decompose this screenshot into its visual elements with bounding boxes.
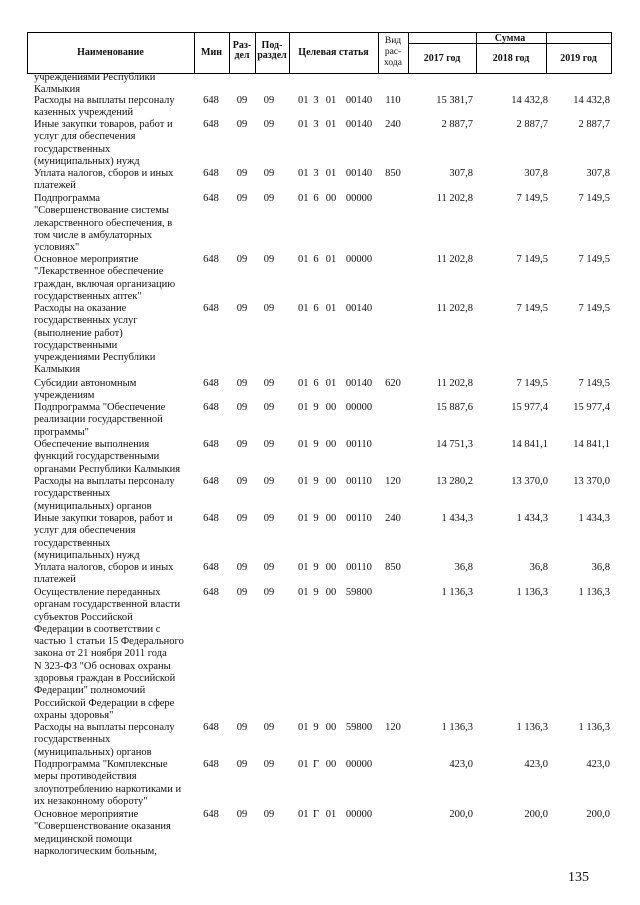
row-name-line: программы" xyxy=(34,426,89,438)
header-2018: 2018 год xyxy=(492,53,530,64)
row-name-line: (муниципальных) нужд xyxy=(34,549,140,561)
row-sum-2019: 1 136,3 xyxy=(578,587,610,598)
row-name-line: услуг для обеспечения xyxy=(34,131,136,143)
row-razdel: 09 xyxy=(236,254,248,265)
row-min: 648 xyxy=(203,254,219,265)
row-name-line: Расходы на выплаты персоналу xyxy=(34,476,175,487)
row-name-line: (муниципальных) органов xyxy=(34,500,152,512)
row-name-line: (муниципальных) органов xyxy=(34,746,152,758)
row-min: 648 xyxy=(203,722,219,733)
row-name-line: Калмыкия xyxy=(34,364,81,376)
row-name-line: органами Республики Калмыкия xyxy=(34,463,181,475)
row-target-part: 01 xyxy=(298,119,309,130)
row-name-line: охраны здоровья" xyxy=(34,709,114,721)
row-target-part: 9 xyxy=(313,587,319,598)
row-target-part: 01 xyxy=(325,95,337,106)
row-name xyxy=(34,476,192,513)
row-sum-2017: 423,0 xyxy=(449,759,473,770)
row-name-line: субъектов Российской xyxy=(34,611,133,623)
row-target-part: 01 xyxy=(298,562,309,573)
row-name xyxy=(34,303,192,377)
row-sum-2018: 15 977,4 xyxy=(511,402,548,413)
row-target-part: 6 xyxy=(313,378,319,389)
row-name xyxy=(34,759,192,808)
row-name-line: органам государственной власти xyxy=(34,599,181,611)
row-target-part: 01 xyxy=(298,809,309,820)
row-razdel: 09 xyxy=(236,587,248,598)
row-min: 648 xyxy=(203,378,219,389)
row-sum-2017: 1 136,3 xyxy=(441,587,473,598)
row-podrazdel: 09 xyxy=(263,439,275,450)
row-target-part: 9 xyxy=(313,722,319,733)
row-sum-2018: 7 149,5 xyxy=(516,303,548,314)
row-razdel: 09 xyxy=(236,303,248,314)
row-podrazdel: 09 xyxy=(263,378,275,389)
row-razdel: 09 xyxy=(236,119,248,130)
row-name-line: здоровья граждан в Российской xyxy=(34,673,176,685)
row-target-part: 00110 xyxy=(346,476,372,487)
row-target-part: 9 xyxy=(313,513,319,524)
header-name: Наименование xyxy=(77,47,144,58)
row-sum-2019: 7 149,5 xyxy=(578,193,610,204)
row-name xyxy=(34,587,192,722)
row-sum-2019: 14 432,8 xyxy=(573,95,610,106)
row-name xyxy=(34,168,192,193)
row-razdel: 09 xyxy=(236,378,248,389)
row-name-line: казенных учреждений xyxy=(34,107,134,119)
row-sum-2017: 2 887,7 xyxy=(441,119,473,130)
row-min: 648 xyxy=(203,809,219,820)
row-name-line: Обеспечение выполнения xyxy=(34,439,150,450)
row-podrazdel: 09 xyxy=(263,119,275,130)
row-sum-2018: 1 136,3 xyxy=(516,722,548,733)
row-razdel: 09 xyxy=(236,439,248,450)
row-target-part: 6 xyxy=(313,254,319,265)
row-target-part: 00 xyxy=(325,513,337,524)
row-target-part: 3 xyxy=(313,95,319,106)
row-sum-2019: 1 434,3 xyxy=(578,513,610,524)
row-target-part: 00110 xyxy=(346,439,372,450)
row-sum-2019: 15 977,4 xyxy=(573,402,610,413)
row-sum-2018: 423,0 xyxy=(524,759,548,770)
row-target-part: 00 xyxy=(325,439,337,450)
row-sum-2019: 36,8 xyxy=(591,562,610,573)
row-name-line: Уплата налогов, сборов и иных xyxy=(34,562,174,573)
row-name-line: Уплата налогов, сборов и иных xyxy=(34,168,174,179)
header-summa: Сумма xyxy=(494,33,526,44)
row-target-part: 01 xyxy=(298,476,309,487)
row-target-part: 00 xyxy=(325,722,337,733)
row-target-part: 00 xyxy=(325,193,337,204)
row-target-part: 01 xyxy=(298,95,309,106)
row-name-line: функций государственными xyxy=(34,451,160,463)
row-target-part: 01 xyxy=(325,254,337,265)
row-target-part: 9 xyxy=(313,476,319,487)
row-sum-2019: 1 136,3 xyxy=(578,722,610,733)
row-sum-2019: 200,0 xyxy=(586,809,610,820)
row-target-part: 00110 xyxy=(346,513,372,524)
row-target-part: 3 xyxy=(313,168,319,179)
row-target-part: 01 xyxy=(298,402,309,413)
row-vid: 620 xyxy=(385,378,401,389)
row-target-part: 00 xyxy=(325,402,337,413)
row-name-line: злоупотреблению наркотиками и xyxy=(34,783,182,795)
row-name-line: платежей xyxy=(34,180,76,192)
row-sum-2018: 1 136,3 xyxy=(516,587,548,598)
row-target-part: 00 xyxy=(325,476,337,487)
row-vid: 850 xyxy=(385,168,401,179)
row-sum-2019: 13 370,0 xyxy=(573,476,610,487)
table-header xyxy=(27,32,612,74)
row-sum-2018: 1 434,3 xyxy=(516,513,548,524)
row-podrazdel: 09 xyxy=(263,562,275,573)
row-target-part: 01 xyxy=(298,439,309,450)
row-sum-2018: 7 149,5 xyxy=(516,193,548,204)
row-razdel: 09 xyxy=(236,168,248,179)
row-target-part: 9 xyxy=(313,439,319,450)
row-sum-2017: 307,8 xyxy=(449,168,473,179)
row-name xyxy=(34,439,192,476)
row-name-line: граждан, включая организацию xyxy=(34,278,176,290)
row-podrazdel: 09 xyxy=(263,402,275,413)
row-target-part: 00140 xyxy=(345,168,373,179)
row-podrazdel: 09 xyxy=(263,809,275,820)
row-name-line: платежей xyxy=(34,574,76,586)
row-sum-2018: 7 149,5 xyxy=(516,254,548,265)
row-razdel: 09 xyxy=(236,759,248,770)
row-target-part: 00 xyxy=(325,562,337,573)
row-podrazdel: 09 xyxy=(263,587,275,598)
row-target-part: 01 xyxy=(298,254,309,265)
row-sum-2018: 13 370,0 xyxy=(511,476,548,487)
row-vid: 120 xyxy=(385,722,401,733)
row-target-part: 00000 xyxy=(345,254,373,265)
row-razdel: 09 xyxy=(236,562,248,573)
row-name xyxy=(34,402,192,439)
row-sum-2017: 14 751,3 xyxy=(436,439,473,450)
row-min: 648 xyxy=(203,562,219,573)
row-target-part: 01 xyxy=(298,193,309,204)
row-target-part: 6 xyxy=(313,303,319,314)
row-podrazdel: 09 xyxy=(263,303,275,314)
row-target-part: 00000 xyxy=(345,193,373,204)
row-name-line: государственных xyxy=(34,537,111,549)
row-sum-2019: 423,0 xyxy=(586,759,610,770)
row-name-line: "Лекарственное обеспечение xyxy=(34,266,164,278)
row-name-line: учреждениями Республики xyxy=(34,72,156,83)
row-name xyxy=(34,513,192,562)
row-name-line: закона от 21 ноября 2011 года xyxy=(34,648,167,660)
row-min: 648 xyxy=(203,513,219,524)
row-target-part: 00140 xyxy=(345,303,373,314)
row-name-line: Калмыкия xyxy=(34,84,81,96)
row-sum-2019: 7 149,5 xyxy=(578,254,610,265)
row-name-line: Расходы на выплаты персоналу xyxy=(34,722,175,733)
row-vid: 110 xyxy=(385,95,401,106)
row-target-part: 9 xyxy=(313,402,319,413)
row-target-part: 01 xyxy=(298,759,309,770)
row-name-line: Подпрограмма "Комплексные xyxy=(34,759,168,770)
row-name-line: их незаконному обороту" xyxy=(34,795,148,807)
row-name xyxy=(34,562,192,587)
row-target-part: 01 xyxy=(325,168,337,179)
row-target-part: 01 xyxy=(298,303,309,314)
row-min: 648 xyxy=(203,95,219,106)
row-sum-2017: 13 280,2 xyxy=(436,476,473,487)
row-min: 648 xyxy=(203,119,219,130)
row-target-part: 01 xyxy=(325,119,337,130)
row-name-line: (муниципальных) нужд xyxy=(34,155,140,167)
row-name-line: медицинской помощи xyxy=(34,833,132,845)
row-name-line: услуг для обеспечения xyxy=(34,525,136,537)
row-target-part: 01 xyxy=(298,722,309,733)
row-min: 648 xyxy=(203,439,219,450)
row-target-part: 01 xyxy=(325,303,337,314)
row-sum-2018: 14 841,1 xyxy=(511,439,548,450)
row-name-line: Иные закупки товаров, работ и xyxy=(34,513,173,524)
header-razdel: Раз- дел xyxy=(232,40,252,61)
row-target-part: 59800 xyxy=(345,722,373,733)
row-name xyxy=(34,119,192,168)
row-name xyxy=(34,809,192,858)
row-target-part: Г xyxy=(312,759,320,770)
row-sum-2017: 11 202,8 xyxy=(436,193,473,204)
row-name-line: меры противодействия xyxy=(34,771,137,783)
row-sum-2017: 1 136,3 xyxy=(441,722,473,733)
row-target-part: 00110 xyxy=(346,562,372,573)
row-name xyxy=(34,378,192,403)
row-name-line: государственных аптек" xyxy=(34,290,142,302)
row-target-part: 00140 xyxy=(345,95,373,106)
row-name-line: государственных xyxy=(34,488,111,500)
row-name xyxy=(34,72,192,97)
header-min: Мин xyxy=(201,47,222,58)
row-sum-2017: 1 434,3 xyxy=(441,513,473,524)
row-sum-2019: 14 841,1 xyxy=(573,439,610,450)
row-name-line: государственных услуг xyxy=(34,315,138,327)
row-target-part: 01 xyxy=(298,587,309,598)
row-name-line: Иные закупки товаров, работ и xyxy=(34,119,173,130)
row-name-line: Российской Федерации в сфере xyxy=(34,697,175,709)
row-name-line: частью 1 статьи 15 Федерального xyxy=(34,636,184,648)
header-2019: 2019 год xyxy=(560,53,597,64)
row-razdel: 09 xyxy=(236,513,248,524)
header-podrazdel: Под- раздел xyxy=(257,40,287,61)
row-name-line: Осуществление переданных xyxy=(34,587,161,598)
row-name xyxy=(34,254,192,303)
row-sum-2019: 307,8 xyxy=(586,168,610,179)
row-name-line: том числе в амбулаторных xyxy=(34,229,152,241)
row-name-line: Основное мероприятие xyxy=(34,254,139,265)
row-sum-2018: 2 887,7 xyxy=(516,119,548,130)
row-razdel: 09 xyxy=(236,193,248,204)
row-podrazdel: 09 xyxy=(263,759,275,770)
row-target-part: 00140 xyxy=(345,119,373,130)
row-vid: 240 xyxy=(385,119,401,130)
row-razdel: 09 xyxy=(236,402,248,413)
row-name-line: наркологическим больным, xyxy=(34,845,157,857)
row-target-part: 01 xyxy=(298,378,309,389)
row-podrazdel: 09 xyxy=(263,476,275,487)
row-sum-2017: 15 887,6 xyxy=(436,402,473,413)
row-sum-2018: 7 149,5 xyxy=(516,378,548,389)
row-name-line: Основное мероприятие xyxy=(34,809,139,820)
row-sum-2017: 11 202,8 xyxy=(436,303,473,314)
row-target-part: 9 xyxy=(313,562,319,573)
row-name-line: учреждениями Республики xyxy=(34,352,156,364)
row-razdel: 09 xyxy=(236,476,248,487)
row-sum-2017: 11 202,8 xyxy=(436,378,473,389)
row-name-line: Расходы на оказание xyxy=(34,303,127,314)
row-sum-2019: 7 149,5 xyxy=(578,303,610,314)
row-name-line: условиях" xyxy=(34,242,80,254)
row-target-part: 00 xyxy=(325,759,337,770)
row-name-line: Подпрограмма "Обеспечение xyxy=(34,402,166,413)
row-vid: 240 xyxy=(385,513,401,524)
row-name-line: государственных xyxy=(34,734,111,746)
row-sum-2017: 36,8 xyxy=(454,562,473,573)
header-2017: 2017 год xyxy=(423,53,461,64)
row-name-line: (выполнение работ) xyxy=(34,327,123,339)
row-name xyxy=(34,722,192,759)
row-name-line: Расходы на выплаты персоналу xyxy=(34,95,175,106)
row-min: 648 xyxy=(203,402,219,413)
row-name xyxy=(34,95,192,120)
row-min: 648 xyxy=(203,168,219,179)
row-sum-2019: 2 887,7 xyxy=(578,119,610,130)
row-name-line: реализации государственной xyxy=(34,414,163,426)
row-name-line: государственными xyxy=(34,339,118,351)
row-sum-2018: 36,8 xyxy=(529,562,548,573)
row-razdel: 09 xyxy=(236,722,248,733)
row-podrazdel: 09 xyxy=(263,95,275,106)
row-target-part: Г xyxy=(312,809,320,820)
row-podrazdel: 09 xyxy=(263,254,275,265)
row-min: 648 xyxy=(203,476,219,487)
row-target-part: 00000 xyxy=(345,759,373,770)
header-vid: Вид рас- хода xyxy=(384,36,402,68)
row-target-part: 01 xyxy=(325,809,337,820)
header-target: Целевая статья xyxy=(298,47,369,58)
row-sum-2017: 200,0 xyxy=(449,809,473,820)
row-vid: 850 xyxy=(385,562,401,573)
row-name-line: N 323-ФЗ "Об основах охраны xyxy=(34,660,171,672)
page-number: 135 xyxy=(568,870,589,885)
row-target-part: 3 xyxy=(313,119,319,130)
row-name-line: Субсидии автономным xyxy=(34,378,137,389)
row-name-line: Подпрограмма xyxy=(34,193,101,204)
row-name-line: государственных xyxy=(34,143,111,155)
row-name-line: лекарственного обеспечения, в xyxy=(34,217,173,229)
row-razdel: 09 xyxy=(236,809,248,820)
row-min: 648 xyxy=(203,303,219,314)
row-name-line: "Совершенствование системы xyxy=(34,205,169,217)
row-sum-2018: 307,8 xyxy=(524,168,548,179)
row-sum-2017: 11 202,8 xyxy=(436,254,473,265)
row-target-part: 01 xyxy=(298,513,309,524)
row-target-part: 00000 xyxy=(345,809,373,820)
row-sum-2018: 14 432,8 xyxy=(511,95,548,106)
row-podrazdel: 09 xyxy=(263,513,275,524)
row-target-part: 01 xyxy=(298,168,309,179)
row-min: 648 xyxy=(203,587,219,598)
row-name-line: Федерации" полномочий xyxy=(34,685,146,697)
row-sum-2019: 7 149,5 xyxy=(578,378,610,389)
row-target-part: 01 xyxy=(325,378,337,389)
row-target-part: 00 xyxy=(325,587,337,598)
row-sum-2018: 200,0 xyxy=(524,809,548,820)
row-target-part: 00140 xyxy=(345,378,373,389)
row-target-part: 59800 xyxy=(345,587,373,598)
row-vid: 120 xyxy=(385,476,401,487)
row-name-line: Федерации в соответствии с xyxy=(34,623,161,635)
row-name-line: "Совершенствование оказания xyxy=(34,821,171,833)
row-podrazdel: 09 xyxy=(263,193,275,204)
row-podrazdel: 09 xyxy=(263,722,275,733)
row-target-part: 6 xyxy=(313,193,319,204)
row-min: 648 xyxy=(203,193,219,204)
row-razdel: 09 xyxy=(236,95,248,106)
row-sum-2017: 15 381,7 xyxy=(436,95,473,106)
row-podrazdel: 09 xyxy=(263,168,275,179)
row-name xyxy=(34,193,192,254)
row-target-part: 00000 xyxy=(345,402,373,413)
row-min: 648 xyxy=(203,759,219,770)
row-name-line: учреждениям xyxy=(34,390,95,402)
